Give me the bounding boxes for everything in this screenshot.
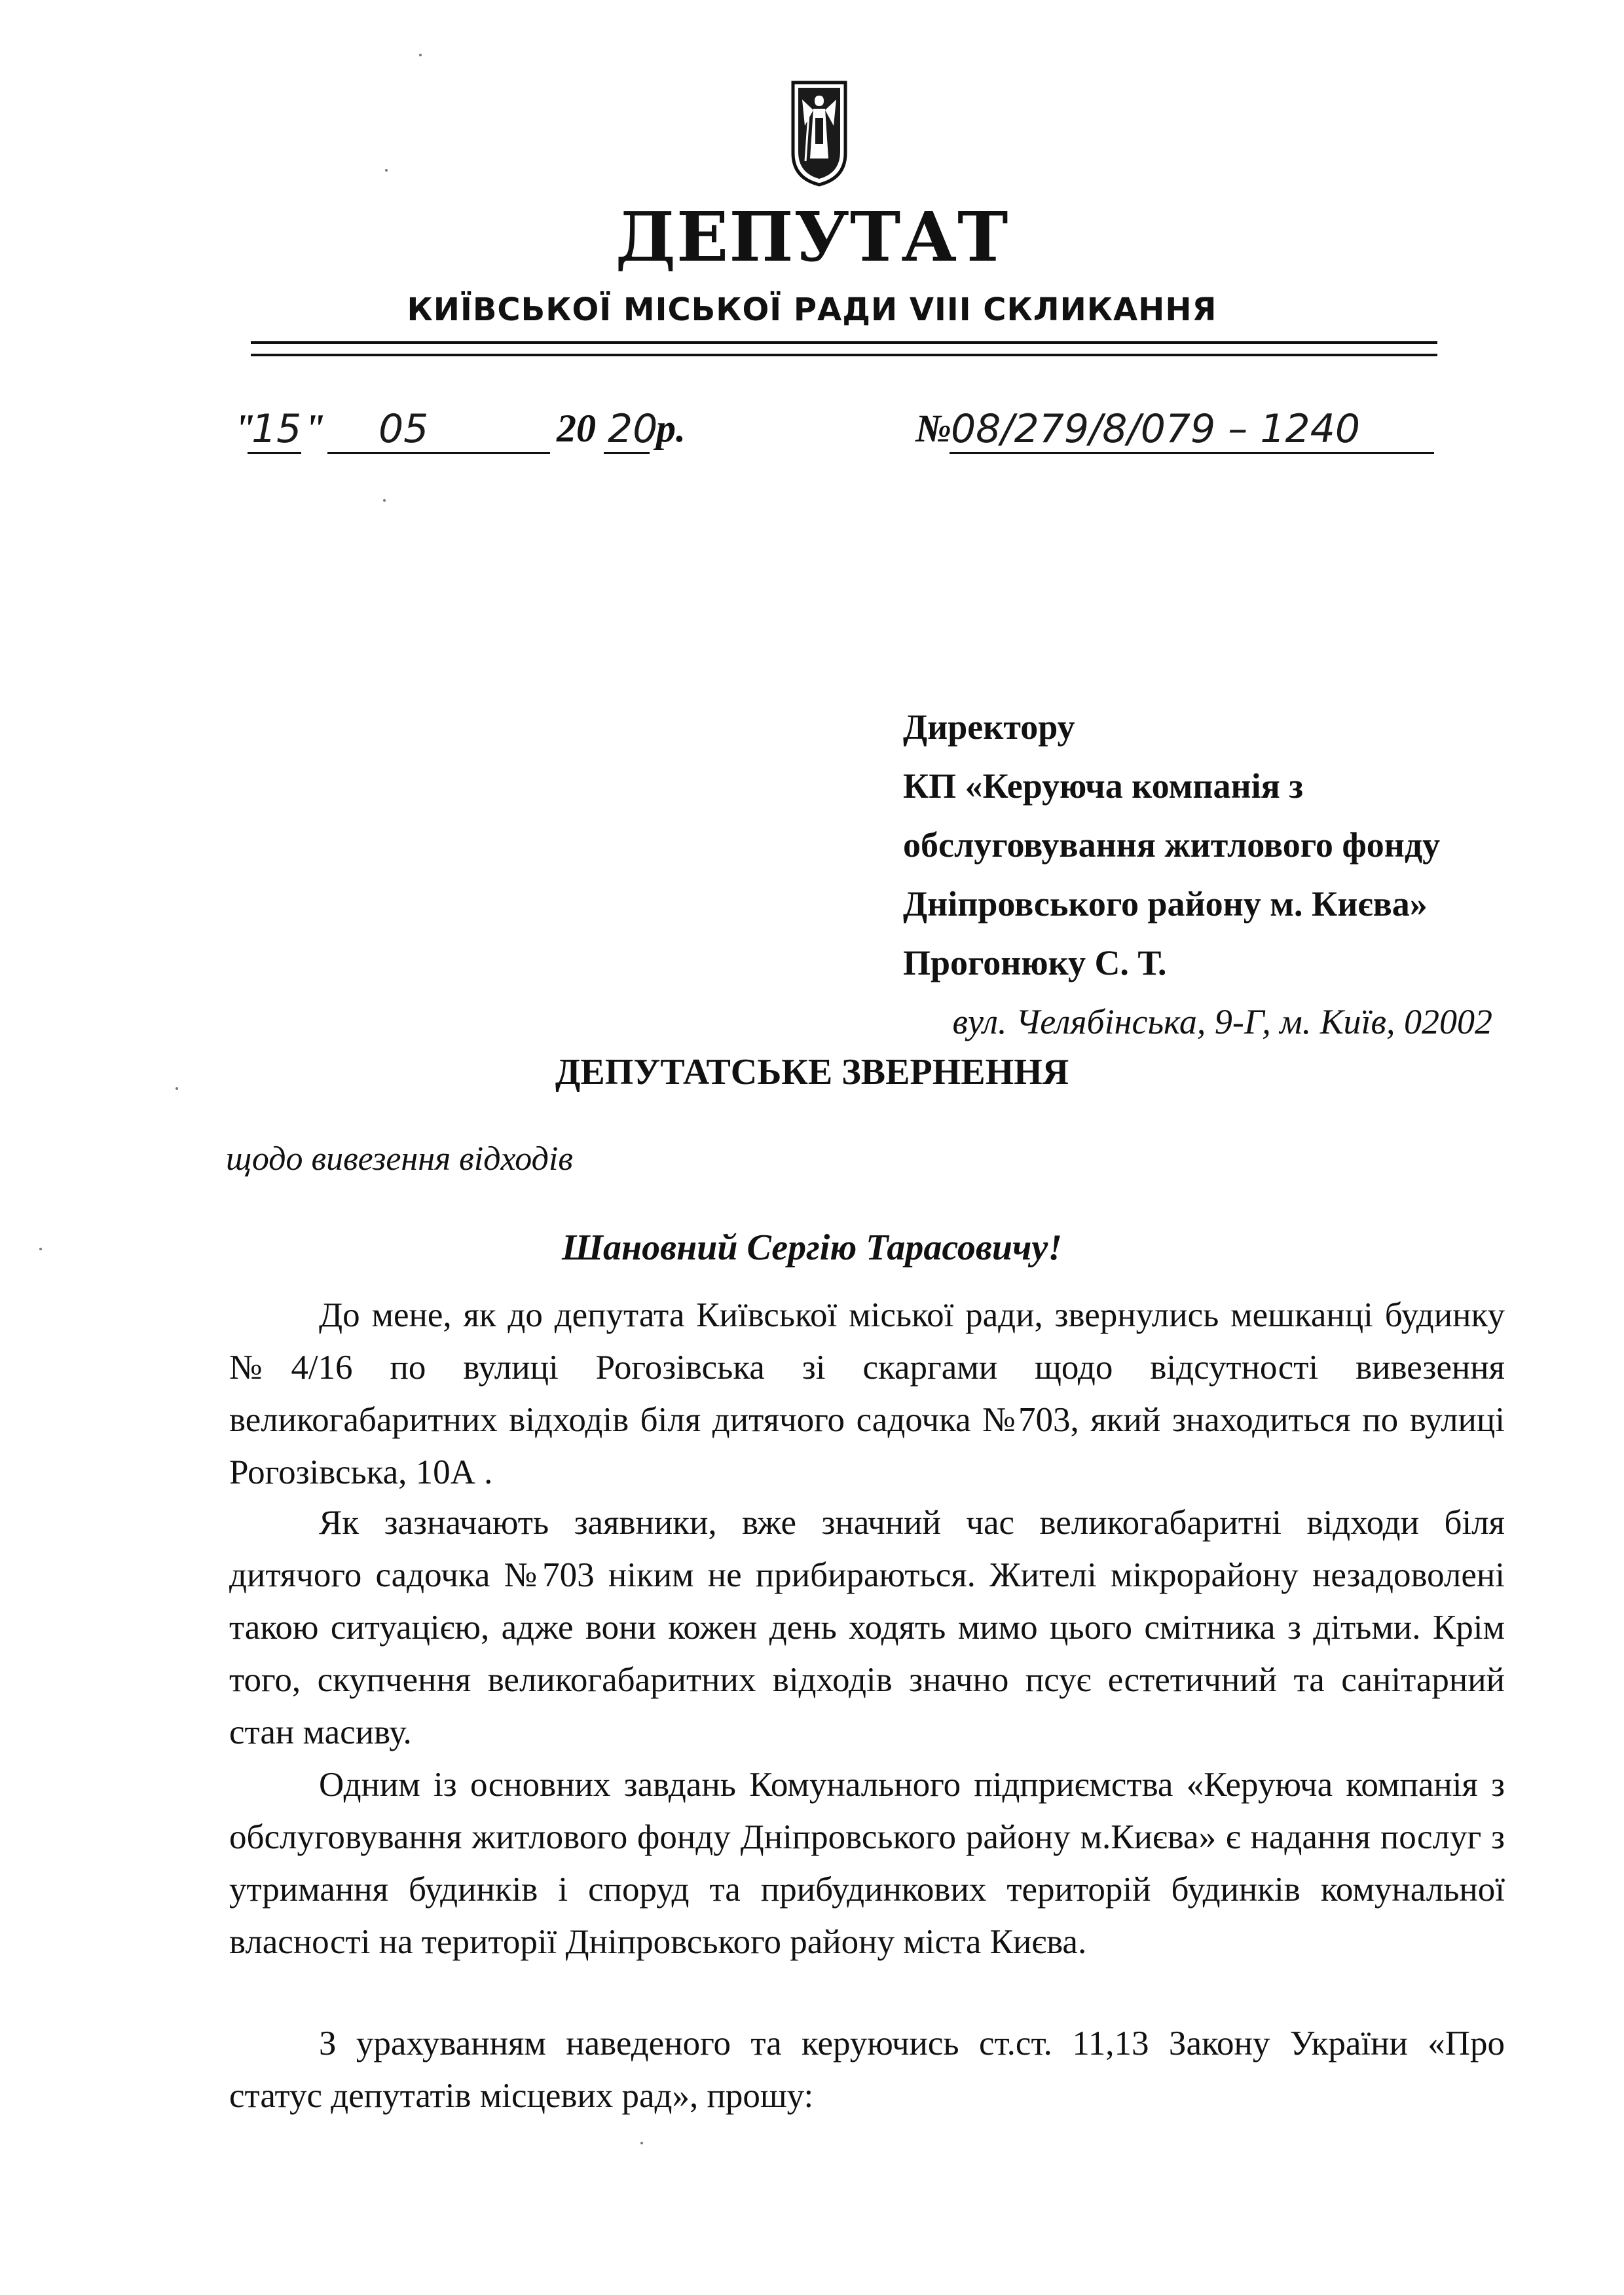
- recipient-address: вул. Челябінська, 9-Г, м. Київ, 02002: [952, 1002, 1492, 1041]
- date-month: 05: [378, 406, 429, 452]
- number-label: №: [915, 407, 951, 450]
- body-paragraph: Одним із основних завдань Комунального підприємства «Керуюча компанія з обслуговування житлового фонду Дніпровського району м.Києва» є надання послуг з утримання будинків і споруд та прибудинкових територій будинків комунальної власності на території Дніпровського району міста Києва.: [229, 1766, 1505, 1961]
- greeting: Шановний Сергію Тарасовичу!: [561, 1227, 1063, 1268]
- document-subject: щодо вивезення відходів: [226, 1140, 573, 1178]
- body-paragraph: З урахуванням наведеного та керуючись ст.ст. 11,13 Закону України «Про статус депутатів місцевих рад», прошу:: [229, 2024, 1505, 2115]
- date-day-underline: [248, 452, 301, 454]
- date-quote-close: ": [304, 407, 326, 450]
- scan-speck: [39, 1248, 42, 1250]
- date-month-underline: [327, 452, 550, 454]
- date-suffix: р.: [656, 407, 686, 450]
- recipient-line: Директору: [903, 707, 1075, 747]
- recipient-block: [903, 698, 1492, 1051]
- letterhead-subtitle: КИЇВСЬКОЇ МІСЬКОЇ РАДИ VIII СКЛИКАННЯ: [407, 291, 1217, 328]
- scan-speck: [175, 1087, 178, 1090]
- scan-speck: [640, 2142, 643, 2144]
- scan-speck: [385, 169, 388, 172]
- body-paragraph: До мене, як до депутата Київської міської ради, звернулись мешканці будинку №4/16 по вулиці Рогозівська зі скаргами щодо відсутності вивезення великогабаритних відходів біля дитячого садочка №703, який знаходиться по вулиці Рогозівська, 10А .: [229, 1296, 1505, 1491]
- date-year-suffix: 20: [608, 406, 658, 452]
- kyiv-coat-of-arms-icon: [790, 80, 848, 187]
- header-divider-bottom: [251, 354, 1437, 356]
- scan-speck: [419, 54, 422, 56]
- letterhead-title: ДЕПУТАТ: [615, 196, 1009, 277]
- date-quote-open: ": [234, 407, 256, 450]
- scan-speck: [383, 499, 386, 502]
- recipient-line: Прогонюку С. Т.: [903, 943, 1167, 982]
- recipient-line: обслуговування житлового фонду: [903, 825, 1441, 865]
- recipient-line: Дніпровського району м. Києва»: [903, 884, 1428, 924]
- date-year-prefix: 20: [557, 407, 596, 450]
- date-day: 15: [251, 406, 302, 452]
- body-paragraph: Як зазначають заявники, вже значний час великогабаритні відходи біля дитячого садочка №703 ніким не прибираються. Жителі мікрорайону незадоволені такою ситуацією, адже вони кожен день ходять мимо цього смітника з дітьми. Крім того, скупчення великогабаритних відходів значно псує естетичний та санітарний стан масиву.: [229, 1504, 1505, 1751]
- date-year-underline: [604, 452, 650, 454]
- header-divider-top: [251, 341, 1437, 344]
- document-title: ДЕПУТАТСЬКЕ ЗВЕРНЕННЯ: [555, 1052, 1069, 1092]
- number-underline: [950, 452, 1434, 454]
- recipient-line: КП «Керуюча компанія з: [903, 766, 1304, 806]
- outgoing-number: 08/279/8/079 – 1240: [951, 406, 1361, 452]
